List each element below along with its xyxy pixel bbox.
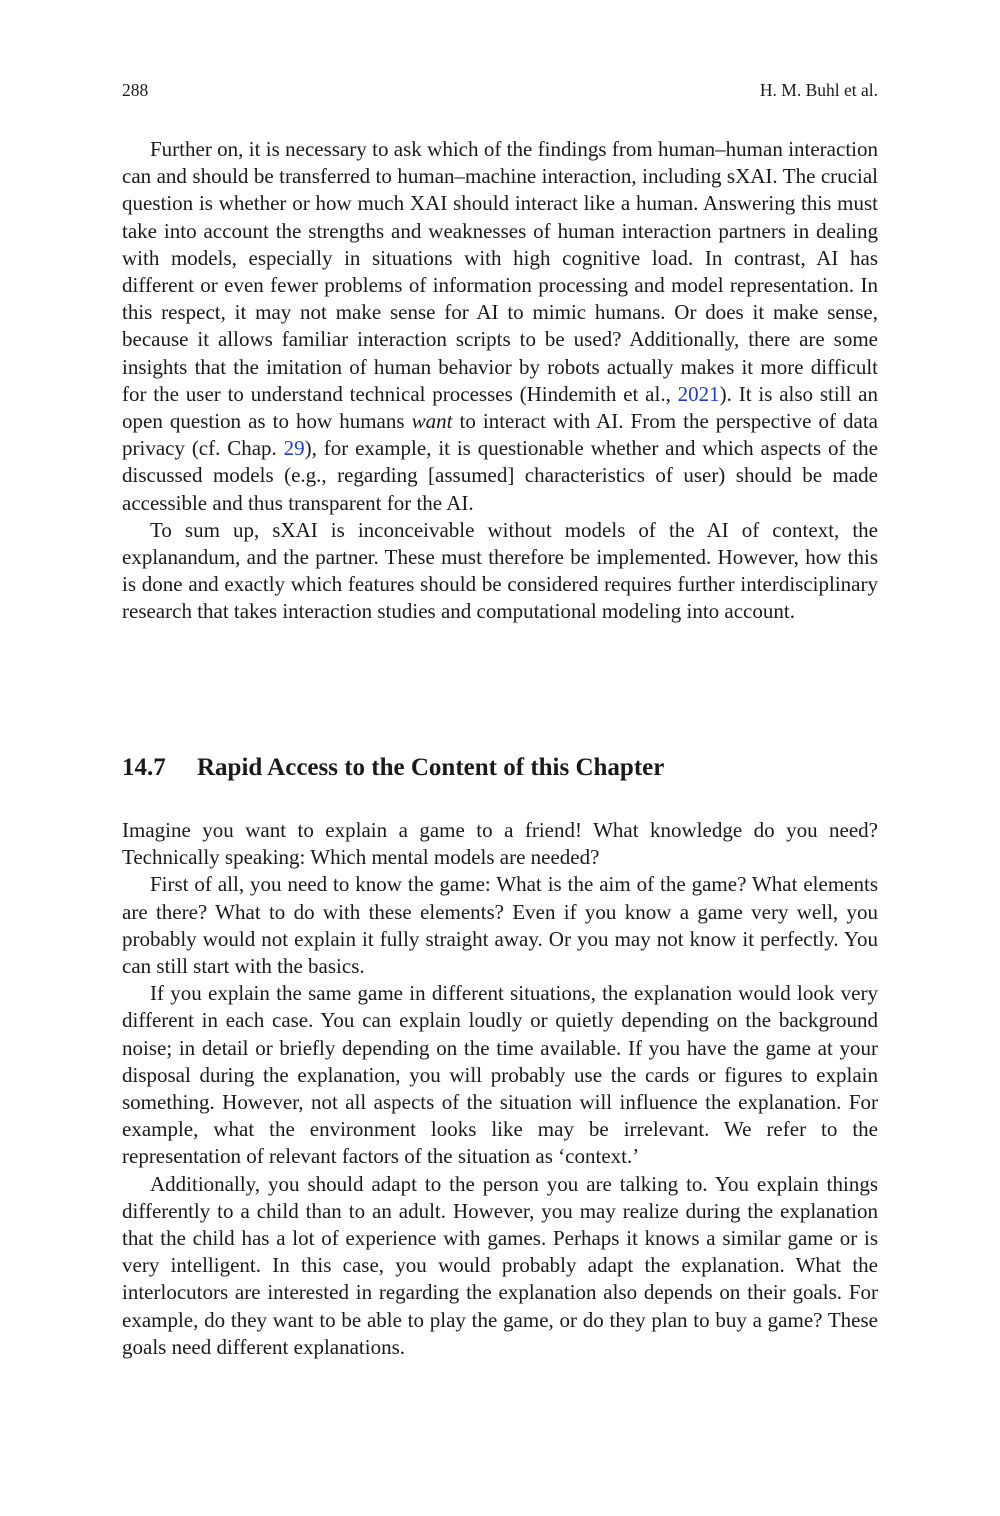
previous-section-body <box>122 136 878 626</box>
paragraph-text: Further on, it is necessary to ask which of the findings from human–human interaction can and should be transferred to human–machine interaction, including sXAI. The crucial question is whether or how much XAI should interact like a human. Answering this must take into account the strengths and weaknesses of human interaction partners in dealing with models, especially in situations with high cognitive load. In contrast, AI has different or even fewer problems of information processing and model representation. In this respect, it may not make sense for AI to mimic humans. Or does it make sense, because it allows familiar interaction scripts to be used? Additionally, there are some insights that the imitation of human behavior by robots actually makes it more difficult for the user to understand technical processes (Hindemith et al., <box>122 137 878 406</box>
emphasis-text: want <box>411 409 453 434</box>
running-header <box>122 79 878 101</box>
paragraph: Additionally, you should adapt to the person you are talking to. You explain things differently to a child than to an adult. However, you may realize during the explanation that the child has a lot of experience with games. Perhaps it knows a similar game or is very intelligent. In this case, you would probably adapt the explanation. What the interlocutors are interested in regarding the explanation also depends on their goals. For example, do they want to be able to play the game, or do they plan to buy a game? These goals need different explanations. <box>122 1171 878 1359</box>
paragraph <box>122 136 878 517</box>
section-title: Rapid Access to the Content of this Chapter <box>197 754 665 781</box>
paragraph: First of all, you need to know the game: What is the aim of the game? What elements are there? What to do with these elements? Even if you know a game very well, you probably would not explain it fully straight away. Or you may not know it perfectly. You can still start with the basics. <box>122 872 878 979</box>
section-number: 14.7 <box>122 754 166 781</box>
paragraph: If you explain the same game in different situations, the explanation would look very different in each case. You can explain loudly or quietly depending on the background noise; in detail or briefly depending on the time available. If you have the game at your disposal during the explanation, you will probably use the cards or figures to explain something. However, not all aspects of the situation will influence the explanation. For example, what the environment looks like may be irrelevant. We refer to the representation of relevant factors of the situation as ‘context.’ <box>122 981 878 1169</box>
chapter-link[interactable]: 29 <box>283 436 305 461</box>
page-number: 288 <box>122 80 149 100</box>
paragraph-text: to interact with AI. From the perspective of data privacy (cf. Chap. <box>122 409 878 461</box>
paragraph: To sum up, sXAI is inconceivable without models of the AI of context, the explanandum, and the partner. These must therefore be implemented. However, how this is done and exactly which features should be considered requires further interdisciplinary research that takes interaction studies and computational modeling into account. <box>122 517 878 624</box>
paragraph: Imagine you want to explain a game to a friend! What knowledge do you need? Technically speaking: Which mental models are needed? <box>122 818 878 870</box>
paragraph-text: ). It is also still an open question as to how humans <box>122 381 878 434</box>
paragraph-text: ), for example, it is questionable whether and which aspects of the discussed models (e.g., regarding [assumed] characteristics of user) should be made accessible and thus transparent for the AI. <box>122 436 878 515</box>
citation-link[interactable]: 2021 <box>677 381 720 406</box>
section-body <box>122 817 878 1361</box>
section-heading <box>122 752 878 784</box>
running-head-authors: H. M. Buhl et al. <box>759 80 878 100</box>
